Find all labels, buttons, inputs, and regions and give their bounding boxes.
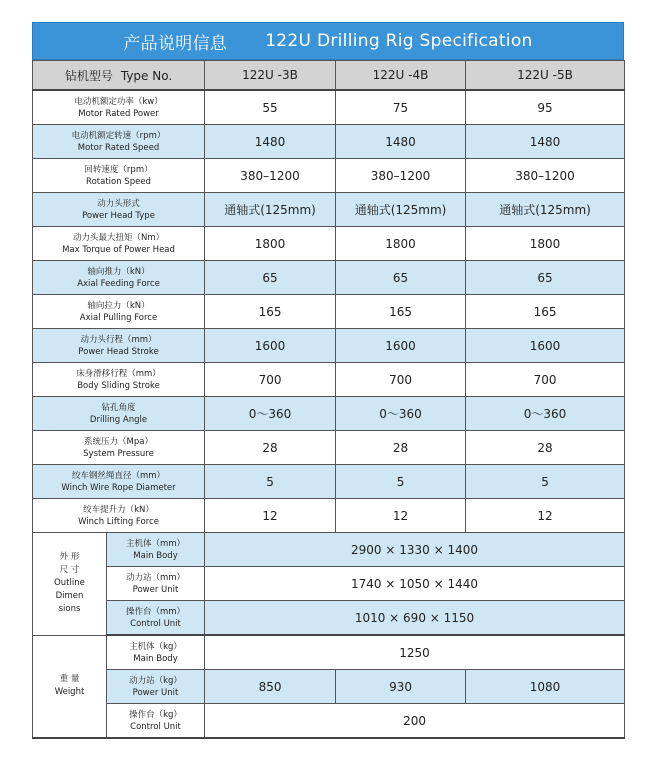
spec-value: 通轴式(125mm) — [205, 193, 336, 227]
spec-value: 28 — [466, 431, 625, 465]
spec-value: 1480 — [466, 125, 625, 159]
spec-value: 1480 — [205, 125, 336, 159]
spec-label: 轴向拉力（kN） Axial Pulling Force — [33, 295, 205, 329]
weight-row-control — [33, 704, 625, 739]
outline-row-power — [33, 567, 625, 601]
spec-value: 12 — [336, 499, 466, 533]
spec-row — [33, 159, 625, 193]
spec-value: 1600 — [336, 329, 466, 363]
weight-control-label: 操作台（kg） Control Unit — [107, 704, 205, 739]
spec-label: 电动机额定转速（rpm） Motor Rated Speed — [33, 125, 205, 159]
outline-control-value: 1010 × 690 × 1150 — [205, 601, 625, 636]
spec-label: 绞车钢丝绳直径（mm） Winch Wire Rope Diameter — [33, 465, 205, 499]
spec-value: 65 — [205, 261, 336, 295]
spec-value: 通轴式(125mm) — [466, 193, 625, 227]
spec-row — [33, 125, 625, 159]
spec-value: 12 — [205, 499, 336, 533]
spec-label: 电动机额定功率（kw） Motor Rated Power — [33, 90, 205, 125]
spec-value: 65 — [466, 261, 625, 295]
spec-row — [33, 227, 625, 261]
spec-label: 绞车提升力（kN） Winch Lifting Force — [33, 499, 205, 533]
header-model: 122U -4B — [336, 61, 466, 91]
spec-row — [33, 363, 625, 397]
spec-value: 0～360 — [205, 397, 336, 431]
spec-value: 1600 — [205, 329, 336, 363]
spec-row — [33, 90, 625, 125]
spec-row — [33, 261, 625, 295]
spec-value: 1800 — [466, 227, 625, 261]
spec-value: 700 — [466, 363, 625, 397]
spec-row — [33, 193, 625, 227]
spec-value: 1800 — [205, 227, 336, 261]
spec-row — [33, 397, 625, 431]
spec-value: 1600 — [466, 329, 625, 363]
weight-row-main — [33, 635, 625, 670]
weight-main-value: 1250 — [205, 635, 625, 670]
spec-value: 700 — [205, 363, 336, 397]
spec-value: 95 — [466, 90, 625, 125]
header-type-label: 钻机型号 Type No. — [33, 61, 205, 91]
spec-value: 5 — [205, 465, 336, 499]
header-model: 122U -3B — [205, 61, 336, 91]
spec-value: 28 — [336, 431, 466, 465]
spec-value: 28 — [205, 431, 336, 465]
spec-value: 通轴式(125mm) — [336, 193, 466, 227]
title-zh: 产品说明信息 — [123, 33, 228, 54]
spec-row — [33, 295, 625, 329]
outline-row-main — [33, 533, 625, 567]
spec-label: 动力头形式 Power Head Type — [33, 193, 205, 227]
outline-main-value: 2900 × 1330 × 1400 — [205, 533, 625, 567]
spec-label: 轴向推力（kN） Axial Feeding Force — [33, 261, 205, 295]
header-row — [33, 61, 625, 91]
spec-value: 0～360 — [466, 397, 625, 431]
spec-value: 380–1200 — [336, 159, 466, 193]
spec-label: 床身滑移行程（mm） Body Sliding Stroke — [33, 363, 205, 397]
spec-value: 65 — [336, 261, 466, 295]
title-bar — [32, 22, 624, 60]
weight-main-label: 主机体（kg） Main Body — [107, 635, 205, 670]
weight-group-label: 重 量 Weight — [33, 635, 107, 738]
weight-control-value: 200 — [205, 704, 625, 739]
spec-sheet — [32, 22, 624, 739]
spec-value: 12 — [466, 499, 625, 533]
spec-label: 钻孔角度 Drilling Angle — [33, 397, 205, 431]
spec-value: 165 — [205, 295, 336, 329]
spec-value: 1800 — [336, 227, 466, 261]
spec-value: 5 — [466, 465, 625, 499]
weight-power-value: 930 — [336, 670, 466, 704]
spec-value: 165 — [466, 295, 625, 329]
spec-row — [33, 465, 625, 499]
spec-value: 1480 — [336, 125, 466, 159]
title-en: 122U Drilling Rig Specification — [265, 31, 533, 51]
weight-power-value: 850 — [205, 670, 336, 704]
spec-value: 380–1200 — [466, 159, 625, 193]
spec-value: 75 — [336, 90, 466, 125]
spec-row — [33, 499, 625, 533]
spec-value: 380–1200 — [205, 159, 336, 193]
outline-main-label: 主机体（mm） Main Body — [107, 533, 205, 567]
weight-power-label: 动力站（kg） Power Unit — [107, 670, 205, 704]
weight-row-power — [33, 670, 625, 704]
spec-value: 165 — [336, 295, 466, 329]
spec-value: 700 — [336, 363, 466, 397]
spec-label: 回转速度（rpm） Rotation Speed — [33, 159, 205, 193]
outline-group-label: 外 形 尺 寸 Outline Dimen sions — [33, 533, 107, 636]
spec-value: 55 — [205, 90, 336, 125]
outline-power-label: 动力站（mm） Power Unit — [107, 567, 205, 601]
spec-label: 动力头行程（mm） Power Head Stroke — [33, 329, 205, 363]
spec-value: 0～360 — [336, 397, 466, 431]
spec-label: 动力头最大扭矩（Nm） Max Torque of Power Head — [33, 227, 205, 261]
spec-table — [32, 60, 625, 739]
header-model: 122U -5B — [466, 61, 625, 91]
outline-row-control — [33, 601, 625, 636]
weight-power-value: 1080 — [466, 670, 625, 704]
outline-control-label: 操作台（mm） Control Unit — [107, 601, 205, 636]
spec-row — [33, 329, 625, 363]
spec-label: 系统压力（Mpa） System Pressure — [33, 431, 205, 465]
spec-value: 5 — [336, 465, 466, 499]
spec-row — [33, 431, 625, 465]
outline-power-value: 1740 × 1050 × 1440 — [205, 567, 625, 601]
